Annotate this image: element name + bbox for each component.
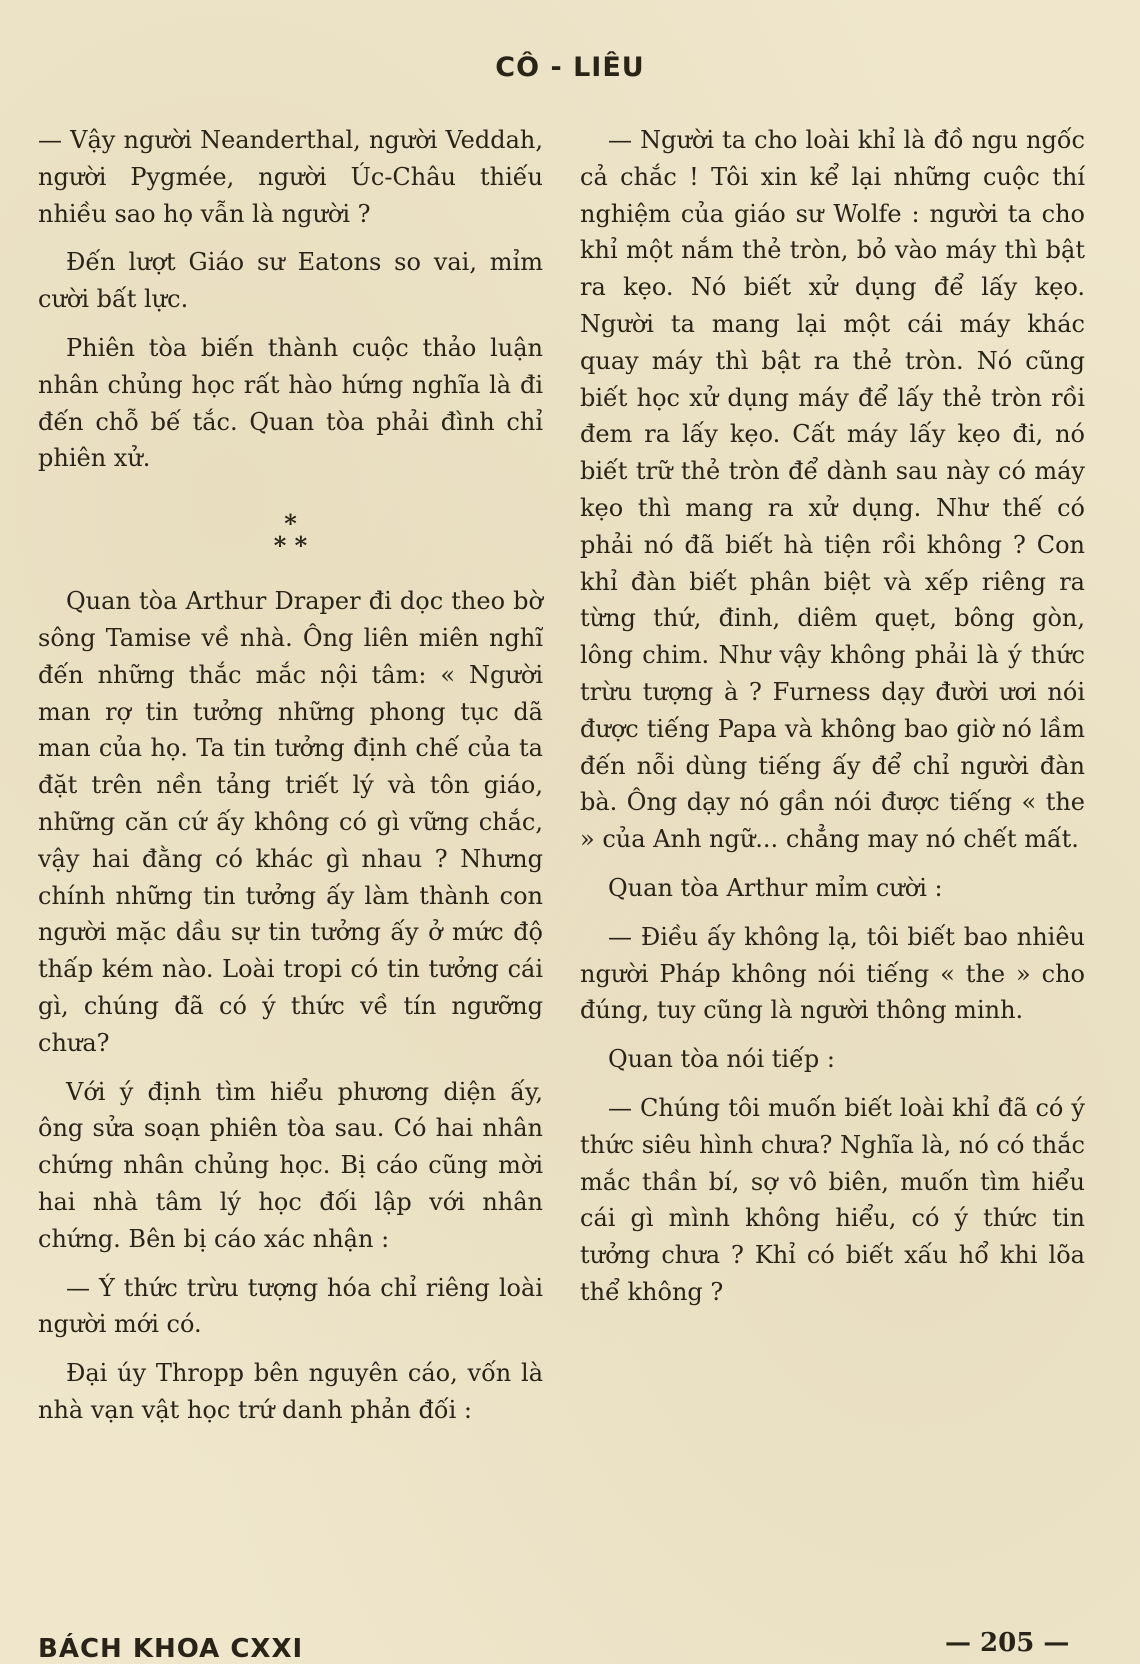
paragraph: Đại úy Thropp bên nguyên cáo, vốn là nhà vạn vật học trứ danh phản đối :	[38, 1359, 543, 1424]
paragraph: Quan tòa nói tiếp :	[608, 1045, 835, 1074]
running-head: CÔ - LIÊU	[495, 52, 645, 83]
paragraph: Đến lượt Giáo sư Eatons so vai, mỉm cười bất lực.	[38, 248, 543, 314]
paragraph: — Vậy người Neanderthal, người Veddah, người Pygmée, người Úc-Châu thiếu nhiều sao họ vẫn là người ?	[38, 126, 543, 228]
paragraph: — Điều ấy không lạ, tôi biết bao nhiêu người Pháp không nói tiếng « the » cho đúng, tuy cũng là người thông minh.	[580, 922, 1085, 1025]
separator-star-top: *	[284, 509, 297, 539]
journal-footer: BÁCH KHOA CXXI	[38, 1634, 304, 1664]
separator-star-bottom: * *	[273, 531, 308, 561]
page-number: — 205 —	[945, 1628, 1070, 1658]
paragraph: — Chúng tôi muốn biết loài khỉ đã có ý thức siêu hình chưa? Nghĩa là, nó có thắc mắc thần bí, sợ vô biên, muốn tìm hiểu cái gì mình không hiểu, có ý thức tin tưởng chưa ? Khỉ có biết xấu hổ khi lõa thể không ?	[580, 1093, 1085, 1306]
left-column	[38, 122, 543, 1441]
section-separator	[38, 509, 543, 561]
paragraph: — Người ta cho loài khỉ là đồ ngu ngốc cả chắc ! Tôi xin kể lại những cuộc thí nghiệm của giáo sư Wolfe : người ta cho khỉ một nắm thẻ tròn, bỏ vào máy thì bật ra kẹo. Nó biết xử dụng để lấy kẹo. Người ta mang lại một cái máy khác quay máy thì bật ra thẻ tròn. Nó cũng biết học xử dụng máy để lấy thẻ tròn rồi đem ra lấy kẹo. Cất máy lấy kẹo đi, nó biết trữ thẻ tròn để dành sau này có máy kẹo thì mang ra xử dụng. Như thế có phải nó đã biết hà tiện rồi không ? Con khỉ đàn biết phân biệt và xếp riêng ra từng thứ, đinh, diêm quẹt, bông gòn, lông chim. Như vậy không phải là ý thức trừu tượng à ? Furness dạy đười ươi nói được tiếng Papa và không bao giờ nó lầm đến nỗi dùng tiếng ấy để chỉ người đàn bà. Ông dạy nó gần nói được tiếng « the » của Anh ngữ... chẳng may nó chết mất.	[580, 126, 1085, 854]
paragraph: Quan tòa Arthur Draper đi dọc theo bờ sông Tamise về nhà. Ông liên miên nghĩ đến những thắc mắc nội tâm: « Người man rợ tin tưởng những phong tục dã man của họ. Ta tin tưởng định chế của ta đặt trên nền tảng triết lý và tôn giáo, những căn cứ ấy không có gì vững chắc, vậy hai đằng có khác gì nhau ? Nhưng chính những tin tưởng ấy làm thành con người mặc dầu sự tin tưởng ấy ở mức độ thấp kém nào. Loài tropi có tin tưởng cái gì, chúng đã có ý thức về tín ngưỡng chưa?	[38, 587, 543, 1057]
paragraph: Quan tòa Arthur mỉm cười :	[608, 873, 943, 902]
paragraph: Phiên tòa biến thành cuộc thảo luận nhân chủng học rất hào hứng nghĩa là đi đến chỗ bế tắc. Quan tòa phải đình chỉ phiên xử.	[38, 333, 543, 473]
right-column	[580, 122, 1085, 1323]
paragraph: — Ý thức trừu tượng hóa chỉ riêng loài người mới có.	[38, 1273, 543, 1339]
paragraph: Với ý định tìm hiểu phương diện ấy, ông sửa soạn phiên tòa sau. Có hai nhân chứng nhân chủng học. Bị cáo cũng mời hai nhà tâm lý học đối lập với nhân chứng. Bên bị cáo xác nhận :	[38, 1077, 543, 1253]
